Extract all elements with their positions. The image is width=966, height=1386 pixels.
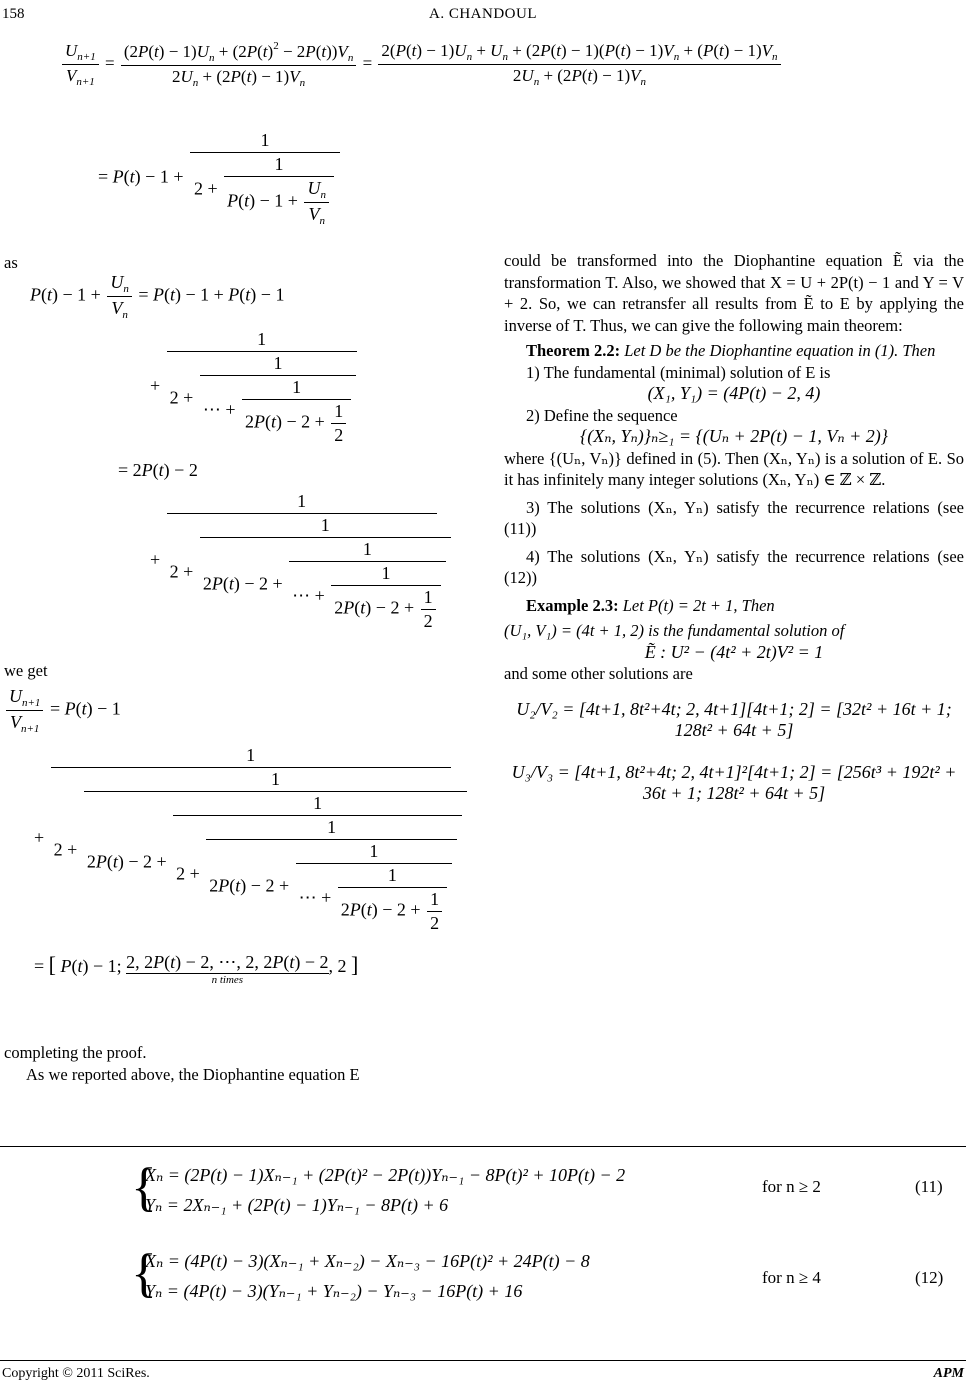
item3-text: 3) The solutions (Xₙ, Yₙ) satisfy the recurrence relations (see (11)) (504, 497, 964, 538)
eq12-block: { Xₙ = (4P(t) − 3)(Xₙ₋₁ + Xₙ₋₂) − Xₙ₋₃ − 16P(t)² + 24P(t) − 8 Yₙ = (4P(t) − 3)(Yₙ₋₁ + Yₙ₋₂) − Yₙ₋₃ − 16P(t) + 16 (145, 1246, 590, 1306)
eq11-condition: for n ≥ 2 (762, 1177, 821, 1196)
section-divider (0, 1146, 966, 1147)
item4-text: 4) The solutions (Xₙ, Yₙ) satisfy the recurrence relations (see (12)) (504, 546, 964, 587)
eq-example: Ẽ : U² − (4t² + 2t)V² = 1 (644, 641, 824, 662)
equation-as: P(t) − 1 + $\frac{U_n}{V_n}$ = P(t) − 1 + P(t) − 1 + 1 2 + 1 ⋯ + 1 2P(t) − 2 + $\frac{1}{2}$ = 2P(t) − 2 + 1 2 + 1 2P(t) − 2 + 1 ⋯ + 1 2P(t) − 2 + $\frac{1}{2}$ (30, 272, 439, 632)
eq-item2: {(Xₙ, Yₙ)}ₙ≥₁ = {(Uₙ + 2P(t) − 1, Vₙ + 2)} (580, 426, 888, 446)
eq-item1: (X₁, Y₁) = (4P(t) − 2, 4) (647, 383, 821, 403)
eq12-number: (12) (915, 1268, 944, 1287)
eq12-line-a: Xₙ = (4P(t) − 3)(Xₙ₋₁ + Xₙ₋₂) − Xₙ₋₃ − 16P(t)² + 24P(t) − 8 (145, 1251, 590, 1271)
n-times-label: n times (211, 974, 244, 986)
running-author: A. CHANDOUL (429, 6, 537, 22)
item1-text: 1) The fundamental (minimal) solution of E is (526, 362, 831, 382)
equation-top-line2: = P(t) − 1 + 1 2 + 1 P(t) − 1 + $\frac{U_n}{V_n}$ (98, 130, 342, 227)
other-solutions-text: and some other solutions are (504, 664, 693, 683)
footer-divider (0, 1360, 966, 1361)
eq-u3: U₃/V₃ = [4t+1, 8t²+4t; 2, 4t+1]²[4t+1; 2] = [256t³ + 192t² + 36t + 1; 128t² + 64t + 5] (511, 761, 957, 803)
copyright-text: Copyright © 2011 SciRes. (2, 1366, 150, 1381)
equation-get: $\frac{U_{n+1}}{V_{n+1}}$ = P(t) − 1 + 1 2 + 1 2P(t) − 2 + 1 2 + 1 2P(t) − 2 + 1 ⋯ + 1 2P(t) − 2 + $\frac{1}{2}$ = [ P(t) − 1; 2, 2P(t) − 2, ⋯, 2, 2P(t) − 2 n times , 2 ] (4, 686, 453, 986)
item2-continued: where {(Uₙ, Vₙ)} defined in (5). Then (Xₙ, Yₙ) is a solution of E. So it has infinitely many integer solutions (Xₙ, Yₙ) ∈ ℤ × ℤ. (504, 448, 964, 489)
eq12-condition: for n ≥ 4 (762, 1268, 821, 1287)
we-get-text: we get (4, 661, 48, 680)
left-para-start: As we reported above, the Diophantine equation E (26, 1064, 360, 1084)
left-text-bottom (4, 1042, 456, 1085)
eq-u2: U₂/V₂ = [4t+1, 8t²+4t; 2, 4t+1][4t+1; 2] = [32t² + 16t + 1; 128t² + 64t + 5] (516, 698, 952, 740)
right-column (504, 250, 964, 805)
example-text: Let P(t) = 2t + 1, Then (622, 595, 775, 615)
journal-abbrev: APM (933, 1366, 964, 1381)
page-footer (2, 1366, 964, 1382)
item2-text: 2) Define the sequence (526, 405, 678, 425)
theorem-label: Theorem 2.2: (526, 341, 621, 360)
completing-text: completing the proof. (4, 1043, 147, 1062)
eq11-number: (11) (915, 1177, 943, 1196)
eq11-line-a: Xₙ = (2P(t) − 1)Xₙ₋₁ + (2P(t)² − 2P(t))Yₙ₋₁ − 8P(t)² + 10P(t) − 2 (145, 1165, 626, 1185)
theorem-text: Let D be the Diophantine equation in (1). Then (624, 341, 936, 360)
eq11-line-b: Yₙ = 2Xₙ₋₁ + (2P(t) − 1)Yₙ₋₁ − 8P(t) + 6 (145, 1195, 449, 1215)
right-para1: could be transformed into the Diophantine equation Ẽ via the transformation T. Also, we showed that X = U + 2P(t) − 1 and Y = V + 2. So, we can retransfer all results from Ẽ to E by applying the inverse of T. Thus, we can give the following main theorem: (504, 251, 964, 335)
page-number: 158 (2, 6, 25, 22)
example-label: Example 2.3: (526, 595, 619, 615)
example-text2: (U₁, V₁) = (4t + 1, 2) is the fundamental solution of (504, 621, 845, 640)
as-word: as (4, 253, 18, 272)
equation-top-line1: $\frac{U_{n+1}}{V_{n+1}}$ = $\frac{(2P(t) - 1)U_n + (2P(t)^2 - 2P(t))V_n}{2U_n + (2P(t) - 1)V_n}$ = $\frac{2(P(t) - 1)U_n + U_n + (2P(t) - 1)(P(t) - 1)V_n + (P(t) - 1)V_n}{2U_n + (2P(t) - 1)V_n}$ (60, 40, 960, 89)
page-header (0, 6, 966, 26)
eq11-block: { Xₙ = (2P(t) − 1)Xₙ₋₁ + (2P(t)² − 2P(t))Yₙ₋₁ − 8P(t)² + 10P(t) − 2 Yₙ = 2Xₙ₋₁ + (2P(t) − 1)Yₙ₋₁ − 8P(t) + 6 (145, 1160, 625, 1220)
eq12-line-b: Yₙ = (4P(t) − 3)(Yₙ₋₁ + Yₙ₋₂) − Yₙ₋₃ − 16P(t) + 16 (145, 1281, 523, 1301)
